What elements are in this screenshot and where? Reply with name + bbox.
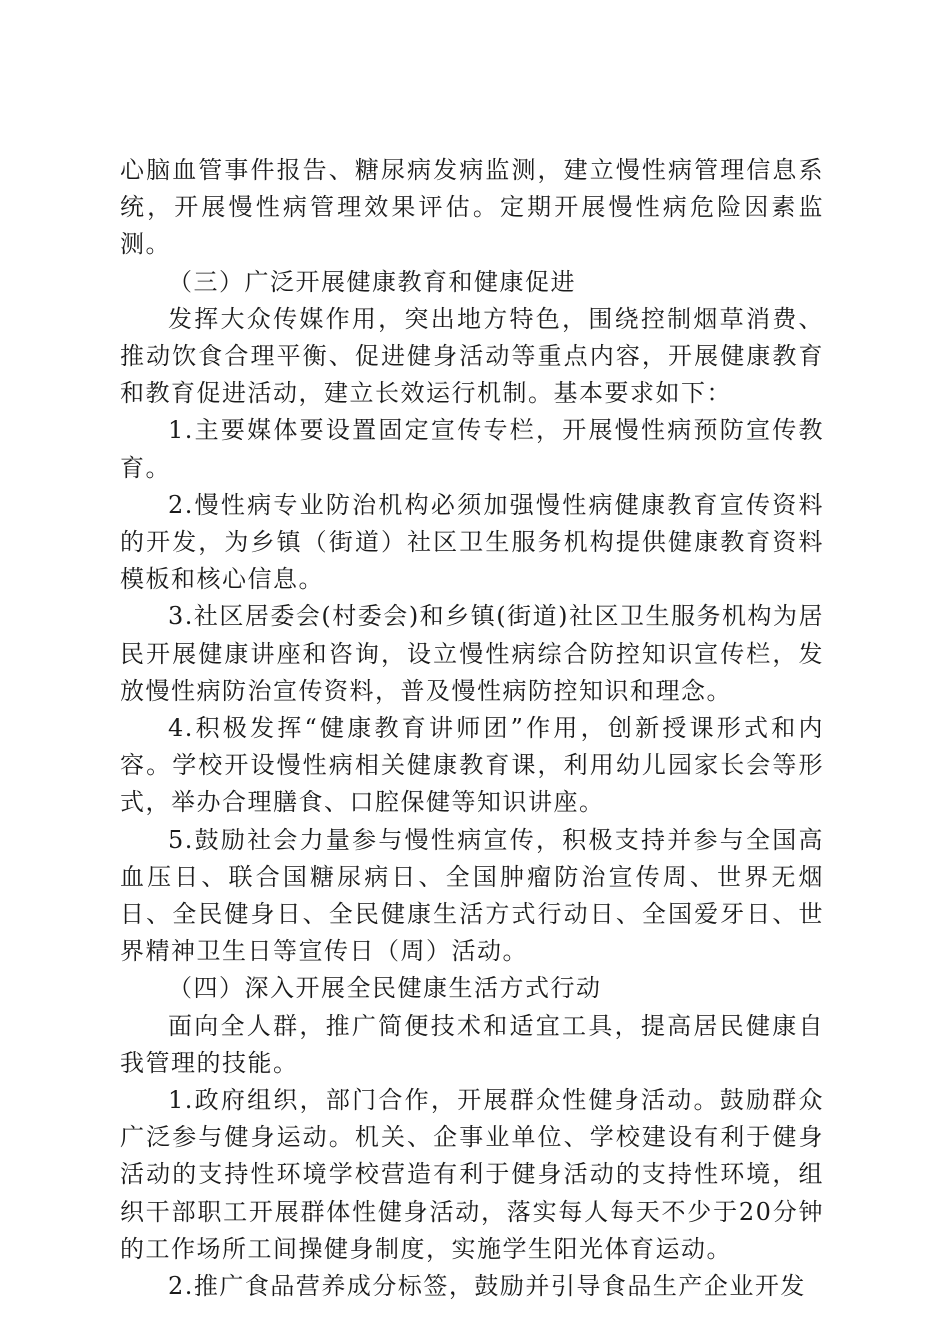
paragraph-intro-three: 发挥大众传媒作用，突出地方特色，围绕控制烟草消费、推动饮食合理平衡、促进健身活动等重点内容，开展健康教育和教育促进活动，建立长效运行机制。基本要求如下：	[120, 304, 824, 408]
section-heading-three: （三）广泛开展健康教育和健康促进	[168, 267, 576, 296]
list-item-4-2: 2.推广食品营养成分标签，鼓励并引导食品生产企业开发	[168, 1272, 806, 1301]
paragraph-intro-four: 面向全人群，推广简便技术和适宜工具，提高居民健康自我管理的技能。	[120, 1011, 824, 1077]
list-item-5: 5.鼓励社会力量参与慢性病宣传，积极支持并参与全国高血压日、联合国糖尿病日、全国肿瘤防治宣传周、世界无烟日、全民健身日、全民健康生活方式行动日、全国爱牙日、世界精神卫生日等宣传日（周）活动。	[120, 825, 824, 966]
document-page	[120, 152, 824, 1305]
list-item-2: 2.慢性病专业防治机构必须加强慢性病健康教育宣传资料的开发，为乡镇（街道）社区卫生服务机构提供健康教育资料模板和核心信息。	[120, 490, 824, 594]
paragraph-continuation: 心脑血管事件报告、糖尿病发病监测，建立慢性病管理信息系统，开展慢性病管理效果评估。定期开展慢性病危险因素监测。	[120, 156, 824, 259]
list-item-4: 4.积极发挥“健康教育讲师团”作用，创新授课形式和内容。学校开设慢性病相关健康教育课，利用幼儿园家长会等形式，举办合理膳食、口腔保健等知识讲座。	[120, 714, 824, 817]
list-item-1: 1.主要媒体要设置固定宣传专栏，开展慢性病预防宣传教育。	[120, 416, 824, 482]
list-item-4-1: 1.政府组织，部门合作，开展群众性健身活动。鼓励群众广泛参与健身运动。机关、企事业单位、学校建设有利于健身活动的支持性环境学校营造有利于健身活动的支持性环境，组织干部职工开展群体性健身活动，落实每人每天不少于20分钟的工作场所工间操健身制度，实施学生阳光体育运动。	[120, 1086, 824, 1263]
list-item-3: 3.社区居委会(村委会)和乡镇(街道)社区卫生服务机构为居民开展健康讲座和咨询，设立慢性病综合防控知识宣传栏，发放慢性病防治宣传资料，普及慢性病防控知识和理念。	[120, 602, 824, 705]
section-heading-four: （四）深入开展全民健康生活方式行动	[168, 974, 602, 1003]
